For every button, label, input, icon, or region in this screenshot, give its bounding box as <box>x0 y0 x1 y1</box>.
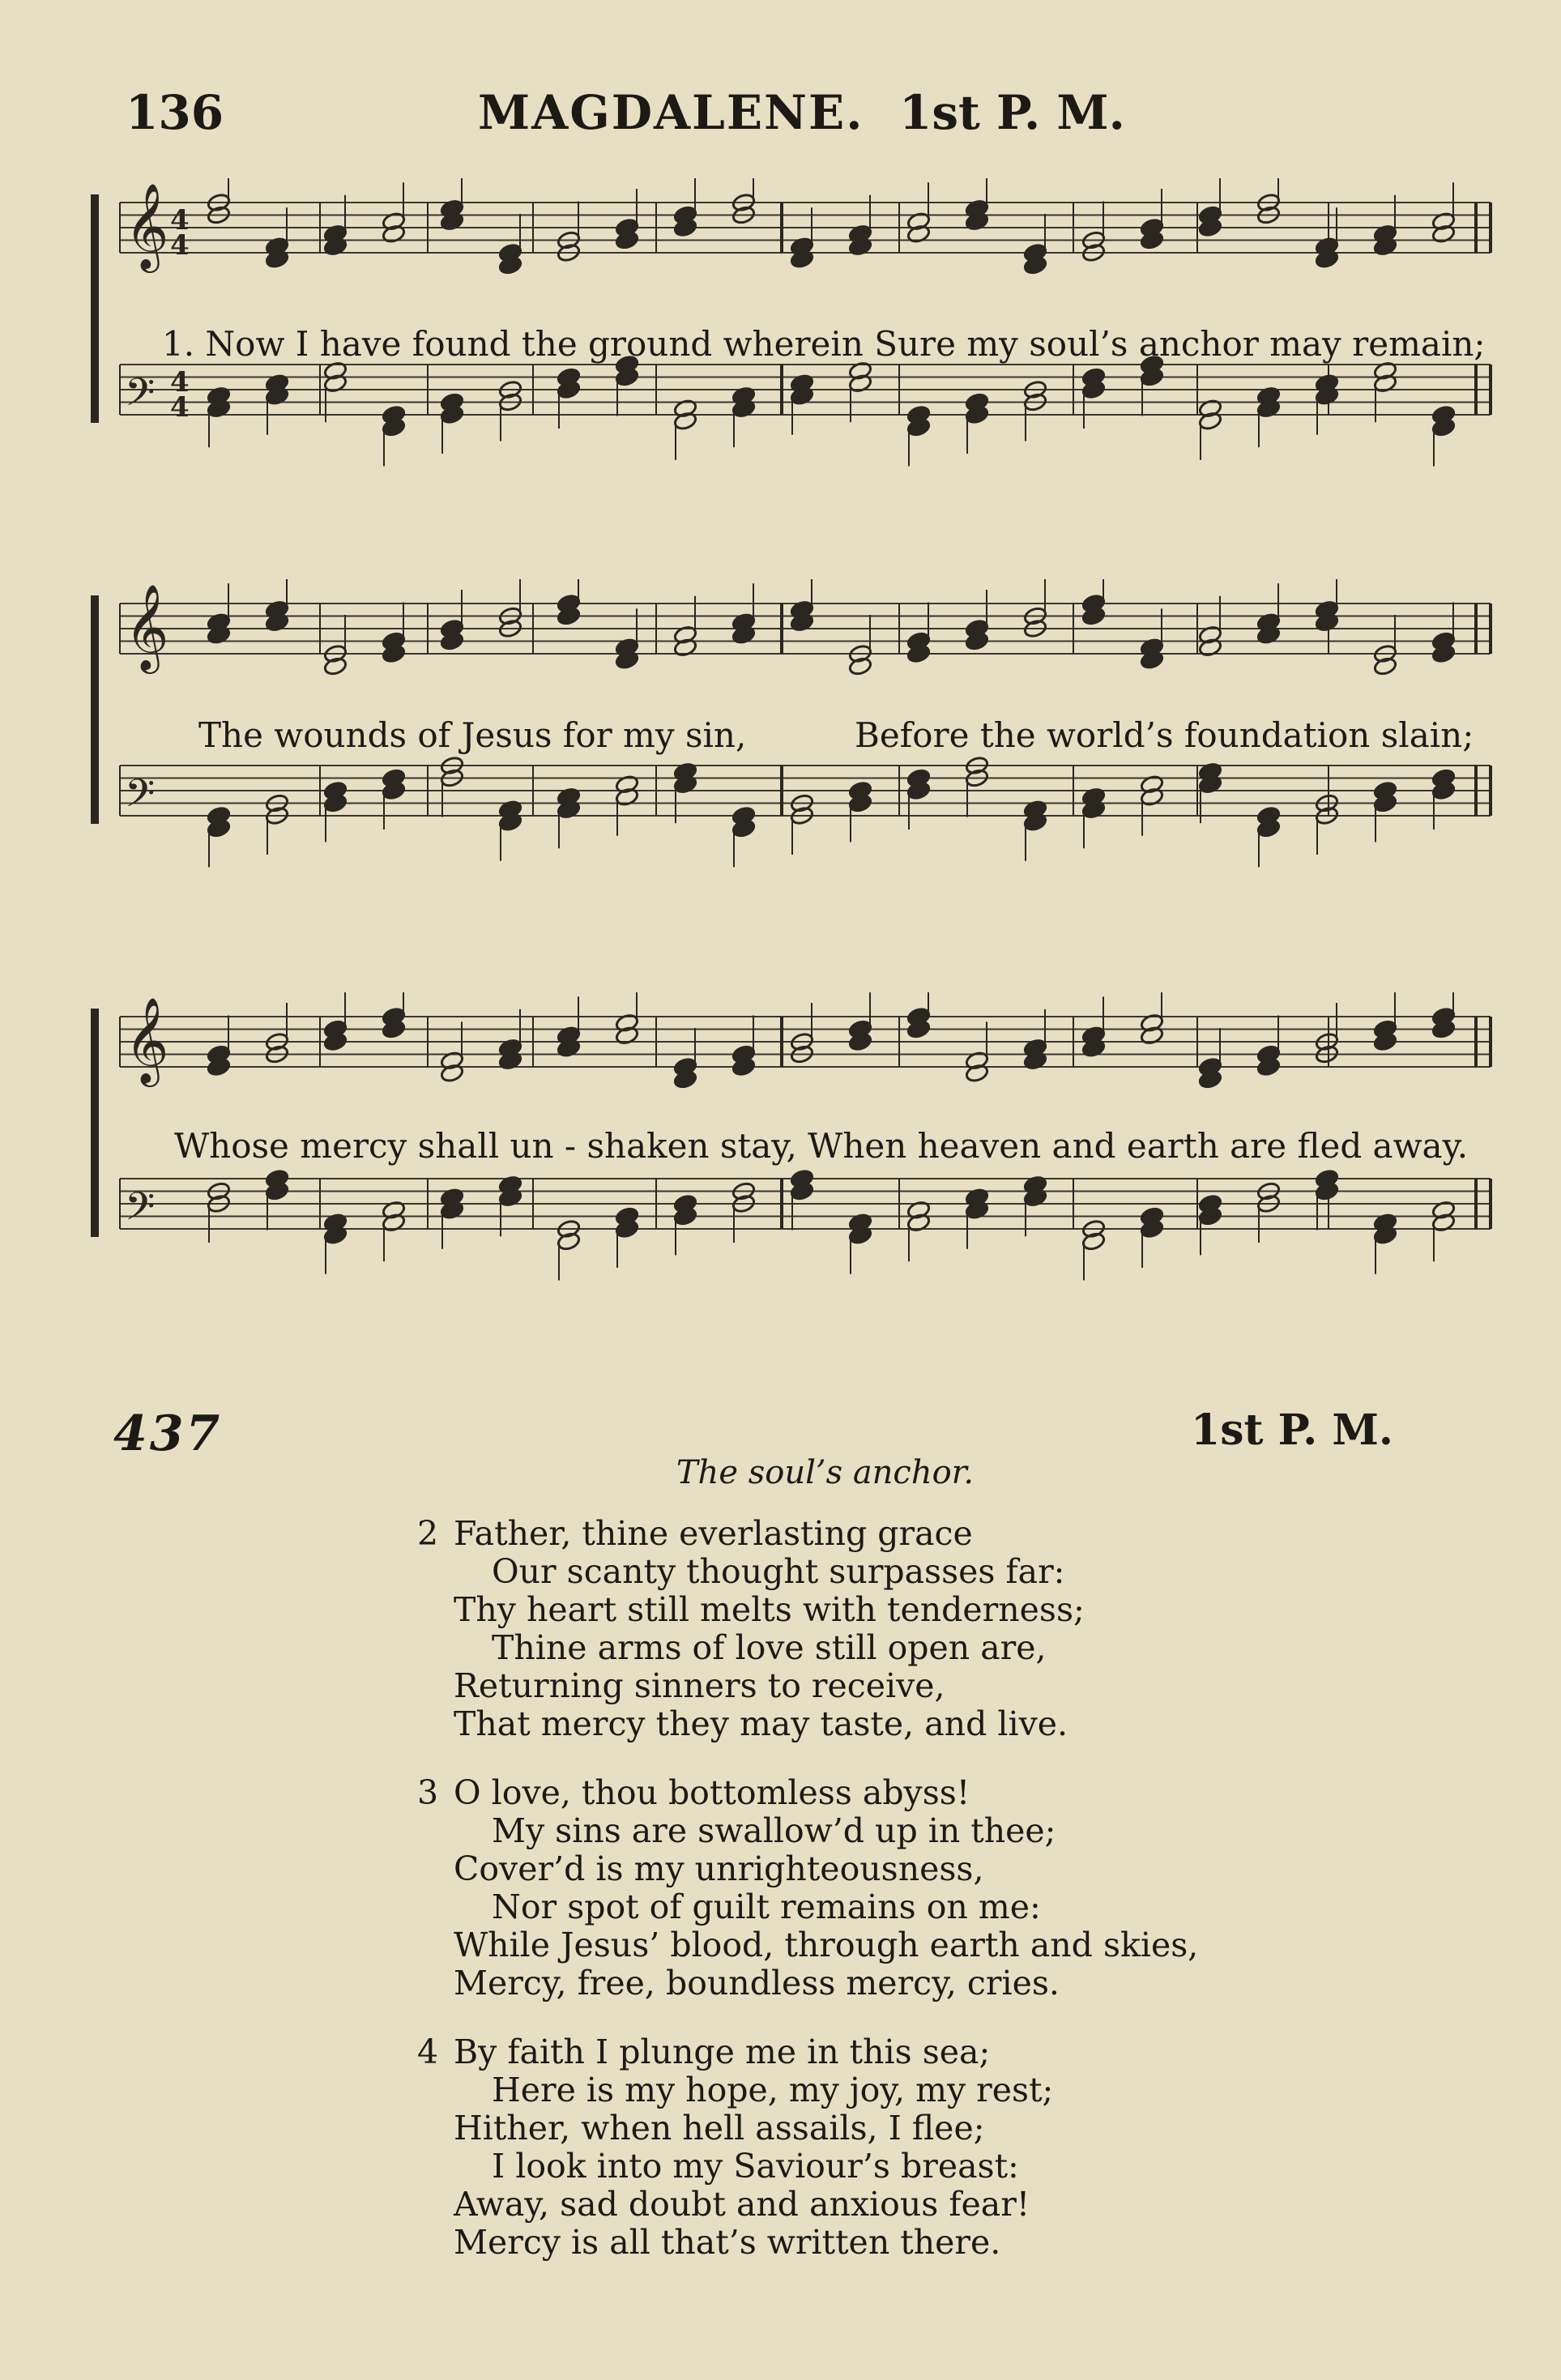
music-system-2 <box>89 579 1499 887</box>
hymn-subtitle-text: The soul’s anchor. <box>676 1454 975 1491</box>
tune-title: MAGDALENE. <box>478 85 864 140</box>
verse-line: Mercy, free, boundless mercy, cries. <box>454 1964 1060 2003</box>
verse-line: Thy heart still melts with tenderness; <box>454 1590 1085 1629</box>
verse-line: Here is my hope, my joy, my rest; <box>492 2071 1054 2109</box>
verse-line: My sins are swallow’d up in thee; <box>492 1811 1056 1850</box>
verse-line: I look into my Saviour’s breast: <box>492 2147 1019 2186</box>
verse-line: Thine arms of love still open are, <box>492 1628 1047 1667</box>
verse-number: 4 <box>417 2032 439 2071</box>
verse-line: By faith I plunge me in this sea; <box>454 2032 991 2071</box>
music-system-3 <box>89 992 1499 1333</box>
system-brace <box>91 194 99 423</box>
lyric-line-1: 1. Now I have found the ground wherein Sure my soul’s anchor may remain; <box>162 324 1486 364</box>
lyric-line-3: Whose mercy shall un - shaken stay, When heaven and earth are fled away. <box>174 1126 1469 1166</box>
bass-clef-icon: 𝄢 <box>125 369 156 424</box>
verse-line: Hither, when hell assails, I flee; <box>454 2109 985 2148</box>
hymn-subtitle <box>0 1454 1561 1491</box>
verse-line: Nor spot of guilt remains on me: <box>492 1887 1041 1926</box>
verse-line: That mercy they may taste, and live. <box>454 1704 1068 1743</box>
time-signature-icon: 4 <box>170 229 190 262</box>
hymn-meter: 1st P. M. <box>1191 1405 1393 1455</box>
lyric-line-2b: Before the world’s foundation slain; <box>855 715 1474 755</box>
time-signature-icon: 4 <box>170 391 190 424</box>
verse-number: 2 <box>417 1514 439 1553</box>
verse-line: Returning sinners to receive, <box>454 1666 945 1705</box>
verse-line: Cover’d is my unrighteousness, <box>454 1849 984 1888</box>
hymn-verses <box>417 1515 1227 2293</box>
treble-clef-icon: 𝄞 <box>125 182 169 269</box>
music-system-1 <box>89 178 1499 486</box>
bass-clef-icon: 𝄢 <box>125 770 156 825</box>
system-brace <box>91 1009 99 1237</box>
page-number: 136 <box>126 85 224 140</box>
page-header <box>122 85 1175 150</box>
verse-number: 3 <box>417 1773 439 1812</box>
tune-meter: 1st P. M. <box>899 85 1125 140</box>
time-signature-icon: 4 <box>170 366 190 399</box>
treble-clef-icon: 𝄞 <box>125 583 169 670</box>
verse-3 <box>417 1774 1227 2003</box>
hymn-number: 437 <box>113 1405 223 1462</box>
time-signature-icon: 4 <box>170 204 190 237</box>
verse-2 <box>417 1515 1227 1743</box>
verse-4 <box>417 2033 1227 2262</box>
verse-line: Our scanty thought surpasses far: <box>492 1552 1065 1591</box>
system-brace <box>91 595 99 824</box>
verse-line: Away, sad doubt and anxious fear! <box>454 2185 1030 2224</box>
treble-clef-icon: 𝄞 <box>125 996 169 1083</box>
verse-line: Father, thine everlasting grace <box>454 1514 973 1553</box>
verse-line: O love, thou bottomless abyss! <box>454 1773 970 1812</box>
lyric-line-2a: The wounds of Jesus for my sin, <box>198 715 747 755</box>
bass-clef-icon: 𝄢 <box>125 1184 156 1239</box>
verse-line: Mercy is all that’s written there. <box>454 2223 1001 2262</box>
verse-line: While Jesus’ blood, through earth and skies, <box>454 1926 1199 1964</box>
